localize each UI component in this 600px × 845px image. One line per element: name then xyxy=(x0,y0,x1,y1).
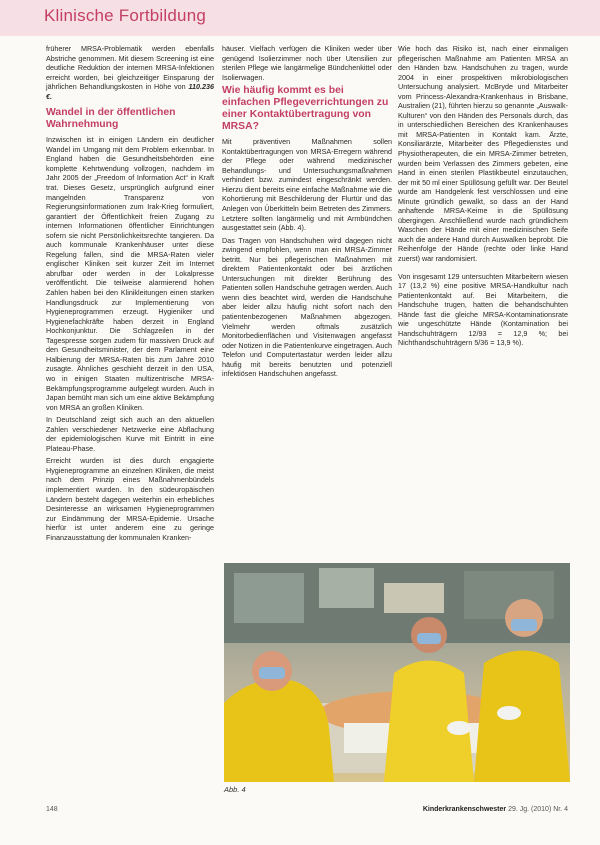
subheading: Wandel in der öffentlichen Wahrnehmung xyxy=(46,107,176,131)
paragraph: In Deutschland zeigt sich auch an den aktuellen Zahlen verschiedener Netzwerke eine Abflachung der epidemiologischen Kurve mit Eintritt in eine Plateau-Phase. xyxy=(46,415,214,453)
paragraph: Inzwischen ist in einigen Ländern ein deutlicher Wandel im Umgang mit dem Problem erkennbar. In England haben die Gesundheitsbehörden eine komplette Kehrtwendung vollzogen, nachdem im Jahr 2005 der „Freedom of Information Act“ in Kraft trat. Dieses Gesetz, ursprünglich aufgrund einer mangelnden Transparenz von Regierungsinformationen zum Irak-Krieg formuliert, garantiert der Öffentlichkeit freien Zugang zu internen Informationen öffentlicher Einrichtungen sofern sie nicht Persönlichkeitsrechte tangieren. Da auch kommunale Krankenhäuser unter diese Regelung fallen, sind die MRSA-Raten vieler englischer Kliniken seit kurzer Zeit im Internet abrufbar oder werden in der Lokalpresse veröffentlicht. Die teilweise alarmierend hohen Zahlen haben bei den Klinikleitungen einen starken Handlungsdruck zur Implementierung von Hygieneprogrammen erzeugt. Hygieniker und Hygienefachkräfte haben derzeit in England Hochkonjunktur. Die Schlagzeilen in der Tagespresse sorgen zudem für massiven Druck auf den Gesundheitsminister, der dem Parlament eine Halbierung der MRSA-Raten bis zum Jahre 2010 zusagte. Ähnliches geschieht derzeit in den USA, wo in einigen Staaten multizentrische MRSA-Bekämpfungsprogramme aufgelegt wurden. Auch in Japan bemüht man sich um eine aktive Bekämpfung von MRSA an großen Kliniken. xyxy=(46,135,214,412)
page-number: 148 xyxy=(46,806,58,813)
journal-footer xyxy=(423,806,568,813)
text-column-3 xyxy=(398,44,568,351)
paragraph: Erreicht wurden ist dies durch engagierte Hygieneprogramme an einzelnen Kliniken, die meist nach dem Prinzip eines Maßnahmenbündels implementiert wurden. In den südeuropäischen Ländern besteht dagegen weiterhin ein erhebliches Desinteresse an wirksamen Hygieneprogrammen zur Eindämmung der MRSA-Epidemie. Ursache hierfür ist unter anderem eine zu geringe Finanzausstattung der kommunalen Kranken- xyxy=(46,456,214,542)
cost-amount: 110.236 €. xyxy=(46,82,214,101)
section-title: Klinische Fortbildung xyxy=(44,6,207,25)
figure-photo xyxy=(224,563,570,782)
journal-issue: 29. Jg. (2010) Nr. 4 xyxy=(508,806,568,813)
clinical-scene-illustration xyxy=(224,563,570,782)
journal-name: Kinderkrankenschwester xyxy=(422,806,507,813)
figure-caption: Abb. 4 xyxy=(224,785,246,794)
paragraph xyxy=(46,44,214,101)
subheading: Wie häufig kommt es bei einfachen Pflegeverrichtungen zu einer Kontaktübertragung von MRSA? xyxy=(222,85,389,133)
paragraph: häuser. Vielfach verfügen die Kliniken weder über genügend Isolierzimmer noch über Utensilien zur sterilen Pflege wie langärmelige Bündchenkittel oder Isolierwagen. xyxy=(222,44,392,82)
paragraph: Wie hoch das Risiko ist, nach einer einmaligen pflegerischen Maßnahme am Patienten MRSA an den Händen bzw. Handschuhen zu tragen, wurde 2004 in einer prospektiven mikrobiologischen Untersuchung analysiert. McBryde und Mitarbeiter vom Princess-Alexandra-Krankenhaus in Brisbane, Australien (21), führten hierzu so genannte „Auswalk-Kulturen“ von den Händen des Personals durch, das in unterschiedlichen Bereichen des Krankenhauses mit MRSA-Patienten in Kontakt kam. Ärzte, Konsiliarärzte, Mitarbeiter des Pflegedienstes und Physiotherapeuten, die ein MRSA-Zimmer betreten, wurden beim Verlassen des Zimmers gebeten, eine Hand in einen sterilen Plastikbeutel einzutauchen, der mit 50 ml einer Spüllösung gefüllt war. Der Beutel wurde am Handgelenk fest verschlossen und eine Minute gründlich gewalkt, so dass an der Hand anhaftende MRSA-Keime in die Spüllösung übergingen. Anschließend wurde nach gründlichem Waschen der Hände mit einer medizinischen Seife auch die andere Hand durch Auswalken beprobt. Die Reihenfolge der Hände (rechte oder linke Hand zuerst) war randomisiert. xyxy=(398,44,568,264)
paragraph: Mit präventiven Maßnahmen sollen Kontaktübertragungen von MRSA-Erregern während der Pflege oder während medizinischer Behandlungs- und Untersuchungsmaßnahmen verhindert bzw. zumindest eingeschränkt werden. Hierzu dient bereits eine einfache Maßnahme wie die Kohortierung mit Beschilderung der Flurtür und das Anlegen von Überkitteln beim Betreten des Zimmers. Letztere sollten langärmelig und mit Armbündchen ausgestattet sein (Abb. 4). xyxy=(222,137,392,233)
paragraph-text: früherer MRSA-Problematik werden ebenfalls Abstriche genommen. Mit diesem Screening ist eine deutliche Reduktion der internen MRSA-Infektionen erreicht worden, bei gleichzeitiger Einsparung der jährlichen Behandlungskosten in Höhe von xyxy=(46,44,214,92)
paragraph: Das Tragen von Handschuhen wird dagegen nicht zwingend empfohlen, wenn man ein MRSA-Zimmer betritt. Nur bei pflegerischen Maßnahmen mit direktem Patientenkontakt oder bei ärztlichen Untersuchungen mit direkter Berührung des Patienten sollen Handschuhe getragen werden. Auch wenn dies beachtet wird, werden die Handschuhe aber leider allzu häufig nicht sofort nach den patientenbezogenen Maßnahmen abgezogen. Vielmehr werden oftmals zusätzlich Monitorbedienflächen und Visitenwagen angefasst oder Notizen in die Patientenkurve eingetragen. Auch Telefon und Computertastatur werden leider allzu häufig mit bereits benutzten und potenziell infektiösen Handschuhen angefasst. xyxy=(222,235,392,379)
text-column-1 xyxy=(46,44,214,545)
text-column-2 xyxy=(222,44,392,382)
paragraph: Von insgesamt 129 untersuchten Mitarbeitern wiesen 17 (13,2 %) eine positive MRSA-Handkultur nach Patientenkontakt auf. Bei Mitarbeitern, die Handschuhe trugen, hatten die behandschuhten Hände fast die gleiche MRSA-Kontaminationsrate wie ungeschützte Hände (Kontamination bei Handschuhträgern 12/93 = 12,9 %; bei Nichthandschuhträgern 5/36 = 13,9 %). xyxy=(398,271,568,348)
